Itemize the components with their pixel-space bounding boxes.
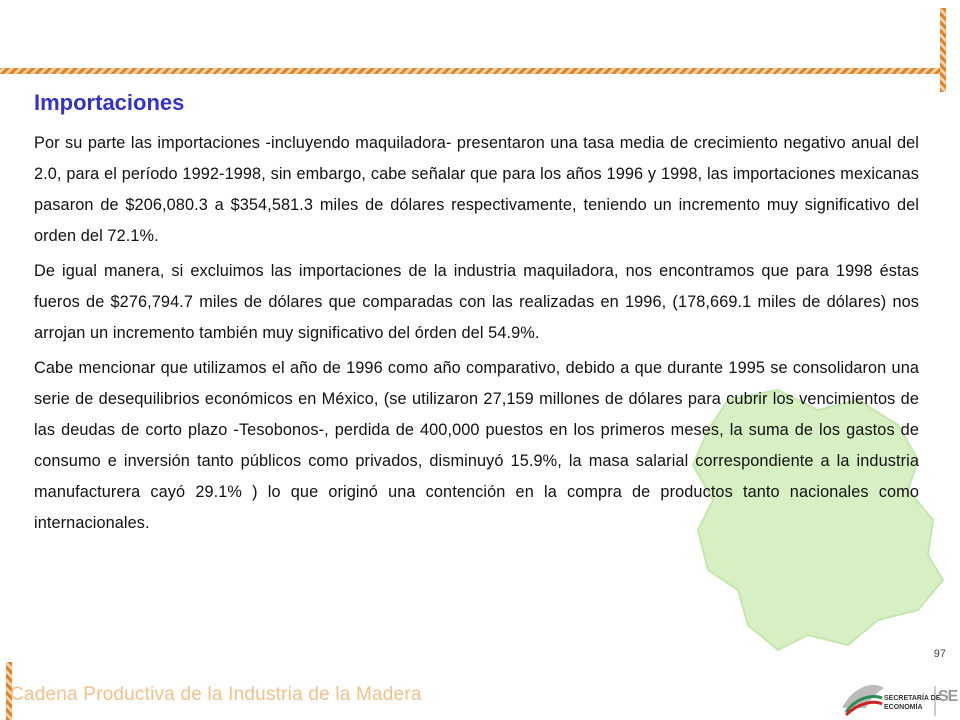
page-number: 97 <box>933 648 946 660</box>
footer-title: Cadena Productiva de la Industria de la Madera <box>10 684 422 705</box>
paragraph-3: Cabe mencionar que utilizamos el año de 1996 como año comparativo, debido a que durante 1995 se consolidaron una serie de desequilibrios económicos en México, (se utilizaron 27,159 millones de dólares para cubrir los vencimientos de las deudas de corto plazo -Tesobonos-, perdida de 400,000 puestos en los primeros meses, la suma de los gastos de consumo e inversión tanto públicos como privados, disminuyó 15.9%, la masa salarial correspondiente a la industria manufacturera cayó 29.1% ) lo que originó una contención en la compra de productos tanto nacionales como internacionales. <box>34 359 919 532</box>
logo-se-mark: SE <box>938 688 958 705</box>
right-stripe <box>940 8 946 92</box>
paragraph-2: De igual manera, si excluimos las importaciones de la industria maquiladora, nos encontramos que para 1998 éstas fueros de $276,794.7 miles de dólares que comparadas con las realizadas en 1996, (178,669.1 miles de dólares) nos arrojan un incremento también muy significativo del órden del 54.9%. <box>34 262 919 342</box>
page-title: Importaciones <box>34 90 185 115</box>
logo-text: SECRETARÍA DE ECONOMÍA <box>884 695 941 711</box>
body-text <box>34 128 919 543</box>
top-stripe <box>0 68 946 74</box>
paragraph-1: Por su parte las importaciones -incluyendo maquiladora- presentaron una tasa media de crecimiento negativo anual del 2.0, para el período 1992-1998, sin embargo, cabe señalar que para los años 1996 y 1998, las importaciones mexicanas pasaron de $206,080.3 a $354,581.3 miles de dólares respectivamente, teniendo un incremento muy significativo del orden del 72.1%. <box>34 134 919 245</box>
